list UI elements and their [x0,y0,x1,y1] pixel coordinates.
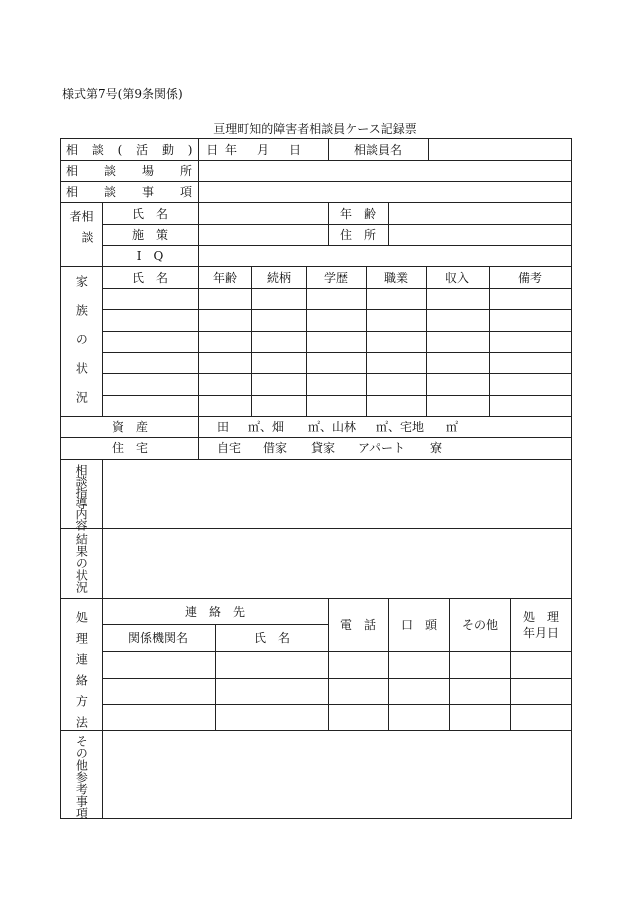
consultee-address-label: 住 所 [339,228,377,242]
contact-phone-header: 電 話 [339,618,377,632]
family-section-label: 家族の状況 [74,275,89,420]
contact-header: 連 絡 先 [184,605,246,619]
family-col-occupation: 職業 [383,271,409,285]
family-col-remarks: 備考 [517,271,543,285]
family-col-age: 年齢 [212,271,238,285]
consultee-name-label: 氏 名 [131,207,169,221]
housing-rented: 借家 [263,441,288,455]
form-number-label: 様式第7号(第9条関係) [62,87,183,101]
housing-leased: 貸家 [311,441,336,455]
housing-dorm: 寮 [430,441,443,455]
family-col-income: 収入 [444,271,470,285]
consult-date-fields: 年 月 日 [224,143,306,157]
notes-label: その他参考事項 [74,735,89,819]
housing-own: 自宅 [217,441,242,455]
contact-date-header-1: 処 理 [522,610,560,624]
assets-item-field: 田 [217,420,230,434]
result-label: 結果の状況 [74,533,89,593]
housing-label: 住 宅 [111,441,149,455]
contact-date-header-2: 年月日 [522,626,560,640]
consult-matter-label: 相 談 事 項 [66,185,200,199]
guidance-label: 相談指導内容 [74,464,88,530]
consultee-age-label: 年 齢 [339,207,377,221]
assets-item-residential: ㎡、宅地 [376,420,425,434]
contact-section-label: 処理連絡方法 [74,611,89,737]
assets-item-forest: ㎡、山林 [308,420,357,434]
assets-item-unit: ㎡ [446,420,459,434]
housing-apartment: アパート [358,441,406,455]
family-col-name: 氏 名 [131,271,169,285]
assets-label: 資 産 [111,420,149,434]
counselor-name-label: 相談員名 [353,143,403,157]
contact-other-header: その他 [461,618,499,632]
assets-item-upland: ㎡、畑 [248,420,285,434]
family-col-relation: 続柄 [266,271,292,285]
consultee-section-label: 相談者 [68,210,94,252]
consult-date-label: 相 談 ( 活 動 ) 日 [66,143,224,157]
consultee-iq-label: I Q [136,249,164,263]
family-col-education: 学歴 [323,271,349,285]
consult-place-label: 相 談 場 所 [66,164,200,178]
contact-oral-header: 口 頭 [400,618,438,632]
contact-name-header: 氏 名 [253,631,291,645]
consultee-facility-label: 施 策 [131,228,169,242]
contact-agency-header: 関係機関名 [127,631,189,645]
form-title: 亘理町知的障害者相談員ケース記録票 [213,122,417,136]
